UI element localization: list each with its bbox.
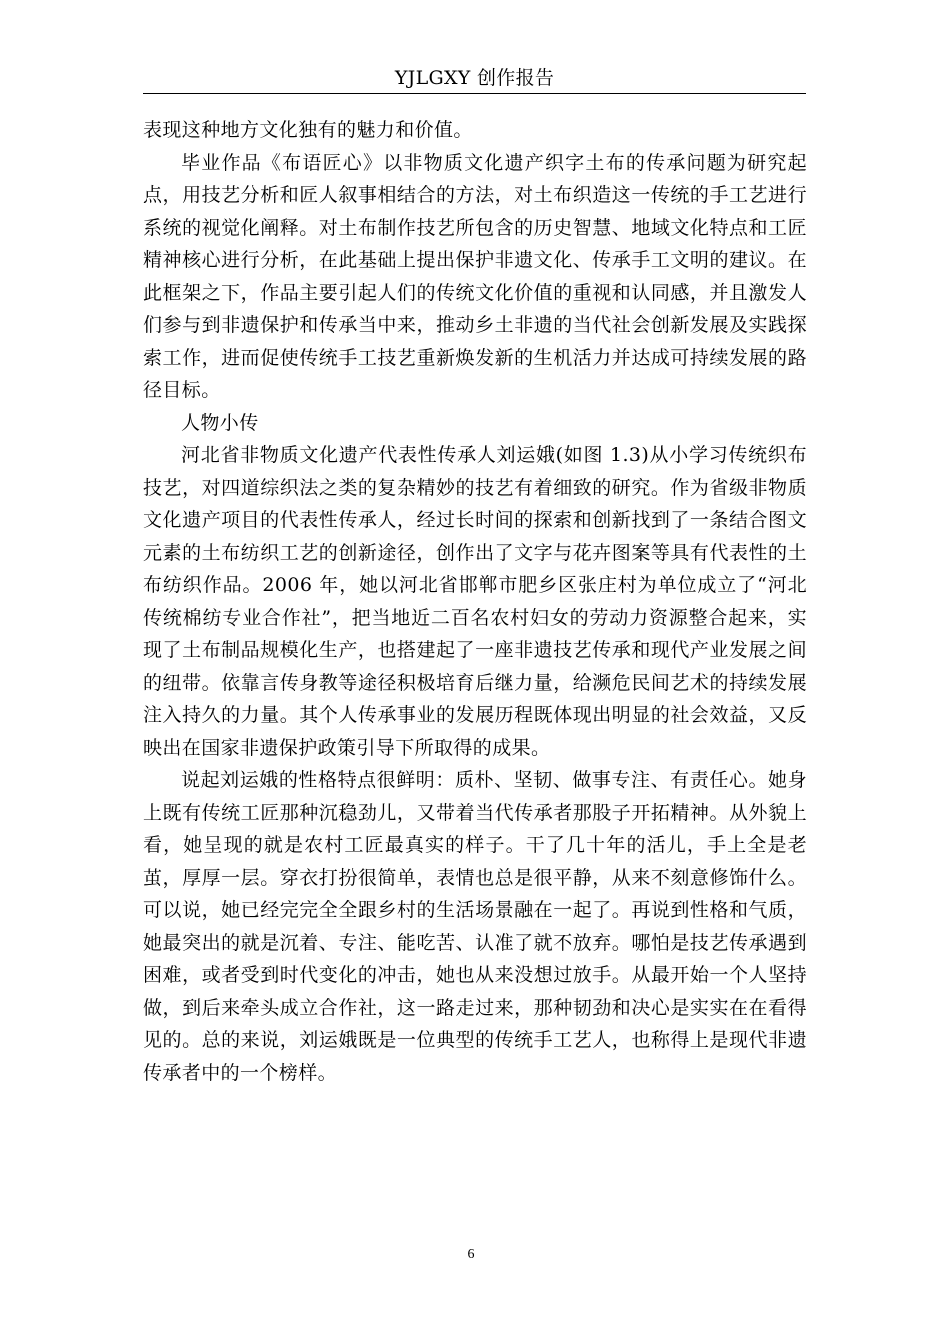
paragraph-personality: 说起刘运娥的性格特点很鲜明：质朴、坚韧、做事专注、有责任心。她身上既有传统工匠那种沉稳劲儿，又带着当代传承者那股子开拓精神。从外貌上看，她呈现的就是农村工匠最真实的样子。干了几十年的活儿，手上全是老茧，厚厚一层。穿衣打扮很简单，表情也总是很平静，从来不刻意修饰什么。可以说，她已经完完全全跟乡村的生活场景融在一起了。再说到性格和气质，她最突出的就是沉着、专注、能吃苦、认准了就不放弃。哪怕是技艺传承遇到困难，或者受到时代变化的冲击，她也从来没想过放手。从最开始一个人坚持做，到后来牵头成立合作社，这一路走过来，那种韧劲和决心是实实在在看得见的。总的来说，刘运娥既是一位典型的传统手工艺人，也称得上是现代非遗传承者中的一个榜样。 <box>143 769 807 1084</box>
header-divider <box>143 93 806 94</box>
paragraph-inheritor-background: 河北省非物质文化遗产代表性传承人刘运娥(如图 1.3)从小学习传统织布技艺，对四道综织法之类的复杂精妙的技艺有着细致的研究。作为省级非物质文化遗产项目的代表性传承人，经过长时间的探索和创新找到了一条结合图文元素的土布纺织工艺的创新途径，创作出了文字与花卉图案等具有代表性的土布纺织作品。2006 年，她以河北省邯郸市肥乡区张庄村为单位成立了“河北传统棉纺专业合作社”，把当地近二百名农村妇女的劳动力资源整合起来，实现了土布制品规模化生产，也搭建起了一座非遗技艺传承和现代产业发展之间的纽带。依靠言传身教等途径积极培育后继力量，给濒危民间艺术的持续发展注入持久的力量。其个人传承事业的发展历程既体现出明显的社会效益，又反映出在国家非遗保护政策引导下所取得的成果。 <box>143 444 807 759</box>
paragraph-work-introduction: 毕业作品《布语匠心》以非物质文化遗产织字土布的传承问题为研究起点，用技艺分析和匠人叙事相结合的方法，对土布织造这一传统的手工艺进行系统的视觉化阐释。对土布制作技艺所包含的历史智慧、地域文化特点和工匠精神核心进行分析，在此基础上提出保护非遗文化、传承手工文明的建议。在此框架之下，作品主要引起人们的传统文化价值的重视和认同感，并且激发人们参与到非遗保护和传承当中来，推动乡土非遗的当代社会创新发展及实践探索工作，进而促使传统手工技艺重新焕发新的生机活力并达成可持续发展的路径目标。 <box>143 151 807 401</box>
page-number: 6 <box>467 1247 475 1262</box>
page-header-title: YJLGXY 创作报告 <box>394 67 555 89</box>
section-heading-biography: 人物小传 <box>181 411 259 434</box>
report-body <box>143 114 807 1089</box>
paragraph-continuation: 表现这种地方文化独有的魅力和价值。 <box>143 119 473 141</box>
